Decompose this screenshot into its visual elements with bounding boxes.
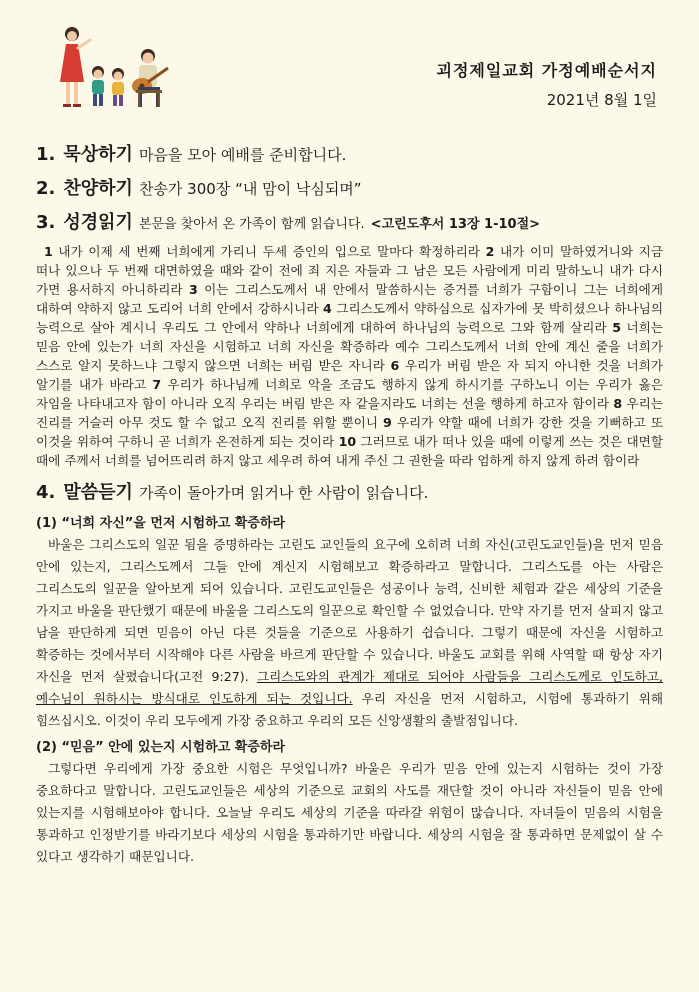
verse-number: 1 (44, 244, 53, 259)
sermon-paragraph-2: 그렇다면 우리에게 가장 중요한 시험은 무엇입니까? 바울은 우리가 믿음 안에 있는지 시험하는 것이 가장 중요하다고 말합니다. 고린도교인들은 세상의 기준으로 교회의 사도를 재단할 것이 아니라 자신들이 믿음 안에 있는지를 시험해보아야 합니다. 오늘날 우리도 세상의 기준을 따라갈 위험이 많습니다. 자녀들이 믿음의 시험을 통과하고 인정받기를 바라기보다 세상의 시험을 통과하기만 바랍니다. 세상의 시험을 잘 통과하면 문제없이 살 수 있다고 생각하기 때문입니다. (36, 761, 663, 864)
sermon-text: 바울은 그리스도의 일꾼 됨을 증명하라는 고린도 교인들의 요구에 오히려 너희 자신(고린도교인들)을 먼저 믿음 안에 있는지, 그리스도께서 그들 안에 계신지 시험해보고 확증하라고 말합니다. 그리스도를 아는 사람은 그리스도의 일꾼을 알아보게 되어 있습니다. 고린도교인들은 성공이나 능력, 신비한 체험과 같은 세상의 기준을 가지고 바울을 판단했기 때문에 바울을 그리스도의 일꾼으로 확인할 수 없었습니다. 만약 자기를 먼저 살피지 않고 남을 판단하게 되면 믿음이 아닌 다른 것들을 기준으로 사용하기 쉽습니다. 그렇기 때문에 자신을 시험하고 확증하는 것에서부터 시작해야 다른 사람을 바르게 판단할 수 있습니다. 바울도 교회를 위해 사역할 때 항상 자기 자신을 먼저 살폈습니다(고전 9:27). (36, 537, 663, 684)
section-description: 찬송가 300장 “내 맘이 낙심되며” (138, 180, 362, 198)
section-number: 2. (36, 178, 56, 199)
scripture-passage (36, 242, 663, 470)
section-heading: 성경읽기 (63, 212, 133, 233)
verse-text: 내가 이미 말하였거니와 지금 떠나 있으나 두 번째 대면하였을 때와 같이 전에 죄 지은 자들과 그 남은 모든 사람에게 미리 말하노니 내가 다시 가면 용서하지 아니하리라 (36, 244, 663, 297)
verse-number: 7 (152, 377, 162, 392)
verse-number: 5 (612, 320, 621, 335)
bulletin-date: 2021년 8월 1일 (546, 91, 657, 109)
sermon-text: 우리 자신을 먼저 시험하고, 시험에 통과하기 위해 힘쓰십시오. 이것이 우리 모두에게 가장 중요하고 우리의 모든 신앙생활의 출발점입니다. (36, 691, 663, 728)
verse-text: 우리가 버림 받은 자 되지 아니한 것을 너희가 알기를 내가 바라고 (36, 358, 663, 392)
sermon-text-underlined: 그리스도와의 관계가 제대로 되어야 사람들을 그리스도께로 인도하고, 예수님이 원하시는 방식대로 인도하게 되는 것입니다. (36, 669, 663, 706)
sermon-subtitle-2: (2) “믿음” 안에 있는지 시험하고 확증하라 (36, 740, 286, 755)
verse-number: 9 (383, 415, 392, 430)
section-number: 3. (36, 212, 56, 233)
verse-number: 4 (323, 301, 332, 316)
family-worship-illustration-icon (40, 20, 180, 120)
bulletin-content (36, 140, 663, 870)
section-number: 1. (36, 144, 56, 165)
verse-text: 너희는 믿음 안에 있는가 너희 자신을 시험하고 너희 자신을 확증하라 예수 그리스도께서 너희 안에 계신 줄을 너희가 스스로 알지 못하느냐 그렇지 않으면 너희는 버림 받은 자니라 (36, 320, 663, 373)
scripture-reference: <고린도후서 13장 1-10절> (370, 217, 541, 232)
section-praise (36, 174, 663, 200)
section-number: 4. (36, 482, 56, 503)
verse-number: 8 (613, 396, 623, 411)
sermon-paragraph-1 (36, 534, 663, 732)
verse-text: 우리가 하나님께 너희로 악을 조금도 행하지 않게 하시기를 구하노니 이는 우리가 옳은 자임을 나타내고자 함이 아니라 오직 우리는 버림 받은 자 같을지라도 너희는 선을 행하게 하고자 함이라 (36, 377, 663, 411)
section-description: 가족이 돌아가며 읽거나 한 사람이 읽습니다. (138, 484, 429, 502)
verse-number: 6 (390, 358, 400, 373)
bulletin-title: 괴정제일교회 가정예배순서지 (436, 61, 657, 80)
verse-text: 내가 이제 세 번째 너희에게 가리니 두세 증인의 입으로 말마다 확정하리라 (58, 244, 480, 259)
section-heading: 찬양하기 (63, 178, 133, 199)
verse-number: 3 (188, 282, 198, 297)
sermon-subtitle-1: (1) “너희 자신”을 먼저 시험하고 확증하라 (36, 516, 286, 531)
verse-text: 우리가 약할 때에 너희가 강한 것을 기뻐하고 또 이것을 위하여 구하니 곧 너희가 온전하게 되는 것이라 (36, 415, 663, 449)
section-scripture-reading (36, 208, 663, 234)
verse-text: 그리스도께서 약하심으로 십자가에 못 박히셨으나 하나님의 능력으로 살아 계시니 우리도 그 안에서 약하나 너희에게 대하여 하나님의 능력으로 그와 함께 살리라 (36, 301, 664, 335)
section-sermon (36, 478, 663, 504)
verse-number: 2 (485, 244, 495, 259)
verse-text: 그러므로 내가 떠나 있을 때에 이렇게 쓰는 것은 대면할 때에 주께서 너희를 넘어뜨리려 하지 않고 세우려 하여 내게 주신 그 권한을 따라 엄하게 하지 않게 하려 함이라 (36, 434, 664, 468)
section-description: 마음을 모아 예배를 준비합니다. (138, 146, 347, 164)
verse-number: 10 (338, 434, 357, 449)
verse-text: 이는 그리스도께서 내 안에서 말씀하시는 증거를 너희가 구함이니 그는 너희에게 대하여 약하지 않고 도리어 너희 안에서 강하시니라 (36, 282, 663, 316)
section-heading: 말씀듣기 (63, 482, 133, 503)
section-description: 본문을 찾아서 온 가족이 함께 읽습니다. (138, 217, 365, 232)
section-heading: 묵상하기 (63, 144, 133, 165)
section-meditation (36, 140, 663, 166)
verse-text: 우리는 진리를 거슬러 아무 것도 할 수 없고 오직 진리를 위할 뿐이니 (36, 396, 664, 430)
